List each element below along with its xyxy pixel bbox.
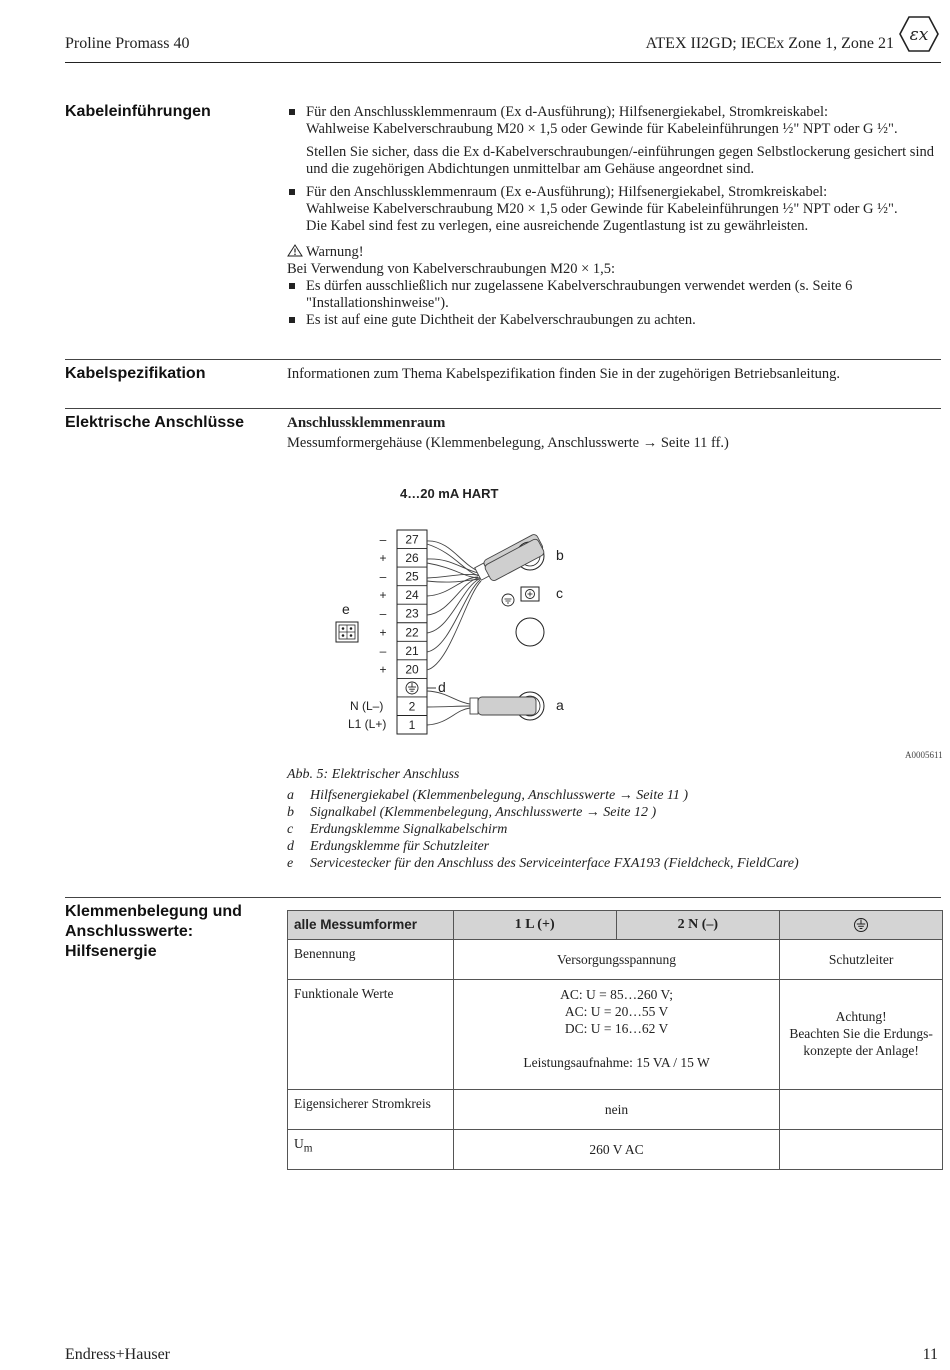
polarity-label: – (379, 606, 387, 621)
signal-wires (427, 541, 481, 670)
terminal-number: 22 (405, 625, 419, 640)
table-cell (780, 1130, 943, 1170)
value-line: Achtung! (835, 1009, 887, 1025)
symbol-subscript: m (303, 1142, 313, 1155)
polarity-label: + (379, 551, 387, 566)
table-cell: Schutzleiter (780, 940, 943, 980)
legend-item (287, 787, 799, 804)
callout-b: b (556, 547, 564, 563)
value-line: Beachten Sie die Erdungs- (789, 1026, 933, 1042)
polarity-label: + (379, 588, 387, 603)
value-line: Leistungsaufnahme: 15 VA / 15 W (523, 1055, 710, 1071)
column-header: alle Messumformer (288, 911, 454, 940)
bullet-text: Wahlweise Kabelverschraubung M20 × 1,5 oder Gewinde für Kabeleinführungen ½" NPT oder G ½". (306, 121, 898, 137)
table-cell (780, 1090, 943, 1130)
legend-text: Erdungsklemme Signalkabelschirm (310, 822, 508, 837)
value-line: DC: U = 16…62 V (564, 1021, 669, 1037)
title-line: Hilfsenergie (65, 943, 157, 960)
legend-key: c (287, 822, 294, 837)
figure-caption (287, 766, 799, 872)
power-wires (427, 691, 470, 725)
legend-item (287, 855, 799, 872)
callout-c: c (556, 585, 563, 601)
warning-block (287, 244, 940, 329)
ground-clamp-c-icon (502, 587, 539, 606)
footer-company: Endress+Hauser (65, 1346, 170, 1363)
legend-text: Erdungsklemme für Schutzleiter (310, 839, 490, 854)
row-label (288, 1130, 454, 1170)
warning-intro: Bei Verwendung von Kabelverschraubungen M20 × 1,5: (287, 261, 616, 277)
title-line: Klemmenbelegung und (65, 903, 242, 920)
table-cell: nein (453, 1090, 779, 1130)
table-cell (780, 980, 943, 1090)
kabeleinfuehrungen-content (287, 104, 940, 329)
table-cell: Versorgungsspannung (453, 940, 779, 980)
section-title-kabelspezifikation: Kabelspezifikation (65, 365, 206, 382)
section-rule (65, 359, 941, 360)
caption-title: Abb. 5: Elektrischer Anschluss (287, 767, 460, 782)
legend-item (287, 838, 799, 855)
table-row (288, 940, 943, 980)
page-number: 11 (922, 1346, 938, 1363)
power-cable-a (478, 697, 536, 715)
list-item (287, 104, 940, 138)
terminal-number: 24 (405, 588, 419, 603)
list-item: Es dürfen ausschließlich nur zugelassene Kabelverschraubungen verwendet werden (s. Seite 6 "Installationshinweise"). (287, 278, 940, 312)
table-row (288, 1130, 943, 1170)
subheading-anschlussklemmenraum: Anschlussklemmenraum (287, 415, 446, 431)
list-item (287, 184, 940, 235)
terminal-number: 20 (405, 662, 419, 677)
callout-e: e (342, 601, 350, 617)
ex-hexagon-icon (899, 15, 939, 53)
paragraph: Messumformergehäuse (Klemmenbelegung, Anschlusswerte → Seite 11 ff.) (287, 435, 729, 451)
bullet-text: Die Kabel sind fest zu verlegen, eine ausreichende Zugentlastung ist zu gewährleisten. (306, 218, 809, 234)
terminal-assignment-table (287, 910, 943, 1170)
legend-text: Hilfsenergiekabel (Klemmenbelegung, Anschlusswerte → Seite 11 ) (310, 788, 689, 803)
legend-key: b (287, 805, 294, 820)
paragraph: Stellen Sie sicher, dass die Ex d-Kabelverschraubungen/-einführungen gegen Selbstlockerung gesichert sind und die zugehörigen Abdichtungen unmittelbar am Gehäuse angeordnet sind. (306, 144, 934, 177)
label-n: N (L–) (350, 699, 384, 713)
figure-code: A0005611 (905, 750, 943, 760)
table-row (288, 980, 943, 1090)
elektrische-content (287, 415, 940, 452)
value-line: konzepte der Anlage! (803, 1043, 919, 1059)
legend-item (287, 804, 799, 821)
title-line: Anschlusswerte: (65, 923, 194, 940)
legend-text: Servicestecker für den Anschluss des Serviceinterface FXA193 (Fieldcheck, FieldCare) (310, 856, 799, 871)
terminal-number: 2 (408, 699, 416, 714)
column-header-protective-earth (780, 911, 943, 940)
legend-key: e (287, 856, 294, 871)
column-header: 2 N (–) (616, 911, 780, 940)
section-rule (65, 897, 941, 898)
polarity-label: – (379, 643, 387, 658)
terminal-number: 23 (405, 606, 419, 621)
row-label: Eigensicherer Stromkreis (288, 1090, 454, 1130)
protective-earth-icon (853, 917, 869, 933)
value-line: AC: U = 85…260 V; (560, 987, 673, 1003)
header-product: Proline Promass 40 (65, 35, 190, 52)
section-rule (65, 408, 941, 409)
legend-key: d (287, 839, 294, 854)
list-item: Es ist auf eine gute Dichtheit der Kabelverschraubungen zu achten. (287, 312, 940, 329)
kabelspezifikation-text: Informationen zum Thema Kabelspezifikation finden Sie in der zugehörigen Betriebsanleitung. (287, 366, 840, 382)
wiring-diagram (330, 478, 630, 748)
legend-item (287, 821, 799, 838)
legend-key: a (287, 788, 294, 803)
table-header-row (288, 911, 943, 940)
bullet-text: Wahlweise Kabelverschraubung M20 × 1,5 oder Gewinde für Kabeleinführungen ½" NPT oder G ½". (306, 201, 898, 217)
polarity-label: – (379, 532, 387, 547)
column-header: 1 L (+) (453, 911, 616, 940)
table-cell: 260 V AC (453, 1130, 779, 1170)
callout-a: a (556, 697, 564, 713)
service-connector-icon (336, 622, 358, 642)
table-row (288, 1090, 943, 1130)
terminal-number: 27 (405, 532, 419, 547)
label-l1: L1 (L+) (348, 717, 387, 731)
bullet-text: Für den Anschlussklemmenraum (Ex e-Ausführung); Hilfsenergiekabel, Stromkreiskabel: (306, 184, 828, 200)
figure-heading: 4…20 mA HART (400, 486, 499, 501)
legend-text: Signalkabel (Klemmenbelegung, Anschlusswerte → Seite 12 ) (310, 805, 657, 820)
warning-title: Warnung! (306, 244, 364, 260)
symbol-u: U (294, 1136, 304, 1152)
warning-icon (287, 244, 303, 257)
polarity-label: + (379, 662, 387, 677)
polarity-label: + (379, 625, 387, 640)
section-title-kabeleinfuehrungen: Kabeleinführungen (65, 103, 211, 120)
svg-text:εx: εx (909, 25, 929, 45)
row-label: Benennung (288, 940, 454, 980)
section-title-elektrische: Elektrische Anschlüsse (65, 414, 245, 431)
blind-plug (516, 618, 544, 646)
table-cell (453, 980, 779, 1090)
terminal-number: 21 (405, 643, 419, 658)
polarity-label: – (379, 569, 387, 584)
row-label: Funktionale Werte (288, 980, 454, 1090)
section-title-klemmenbelegung (65, 902, 242, 962)
value-line: AC: U = 20…55 V (564, 1004, 669, 1020)
callout-d: d (438, 679, 446, 695)
terminal-number: 1 (408, 718, 416, 732)
terminal-number: 25 (405, 569, 419, 584)
bullet-text: Für den Anschlussklemmenraum (Ex d-Ausführung); Hilfsenergiekabel, Stromkreiskabel: (306, 104, 829, 120)
header-approval: ATEX II2GD; IECEx Zone 1, Zone 21 (645, 35, 894, 52)
terminal-number: 26 (405, 551, 419, 566)
header-rule (65, 62, 941, 63)
